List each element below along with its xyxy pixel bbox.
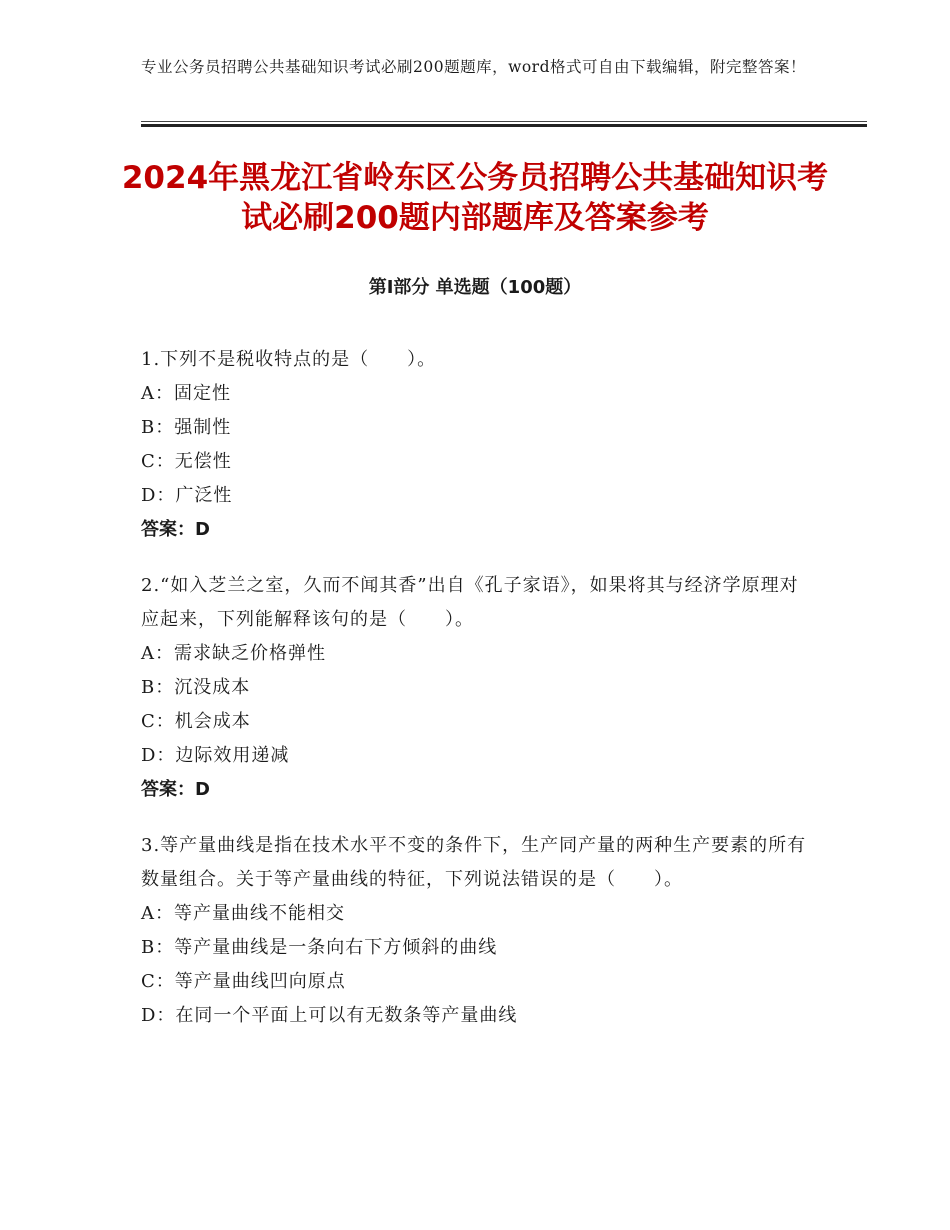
question-2 <box>141 569 809 807</box>
option-d: D：在同一个平面上可以有无数条等产量曲线 <box>141 1005 518 1026</box>
question-3 <box>141 829 809 1033</box>
question-list <box>141 343 809 1055</box>
option-a: A：需求缺乏价格弹性 <box>141 643 326 664</box>
option-c: C：机会成本 <box>141 711 251 732</box>
option-c: C：等产量曲线凹向原点 <box>141 971 346 992</box>
header-divider-thick <box>141 124 867 127</box>
header-note: 专业公务员招聘公共基础知识考试必刷200题题库，word格式可自由下载编辑，附完整答案！ <box>141 58 807 76</box>
question-stem: 3.等产量曲线是指在技术水平不变的条件下，生产同产量的两种生产要素的所有数量组合。关于等产量曲线的特征，下列说法错误的是（ ）。 <box>141 835 807 890</box>
option-c: C：无偿性 <box>141 451 232 472</box>
answer: 答案：D <box>141 519 210 540</box>
section-title: 第Ⅰ部分 单选题（100题） <box>368 277 582 298</box>
header-divider-thin <box>141 121 867 122</box>
option-a: A：固定性 <box>141 383 231 404</box>
option-a: A：等产量曲线不能相交 <box>141 903 345 924</box>
option-b: B：沉没成本 <box>141 677 251 698</box>
answer: 答案：D <box>141 779 210 800</box>
option-d: D：广泛性 <box>141 485 233 506</box>
option-d: D：边际效用递减 <box>141 745 290 766</box>
question-stem: 2.“如入芝兰之室，久而不闻其香”出自《孔子家语》，如果将其与经济学原理对应起来，下列能解释该句的是（ ）。 <box>141 575 799 630</box>
document-title: 2024年黑龙江省岭东区公务员招聘公共基础知识考试必刷200题内部题库及答案参考 <box>121 160 829 236</box>
option-b: B：强制性 <box>141 417 232 438</box>
option-b: B：等产量曲线是一条向右下方倾斜的曲线 <box>141 937 498 958</box>
question-1 <box>141 343 809 547</box>
question-stem: 1.下列不是税收特点的是（ ）。 <box>141 349 437 370</box>
